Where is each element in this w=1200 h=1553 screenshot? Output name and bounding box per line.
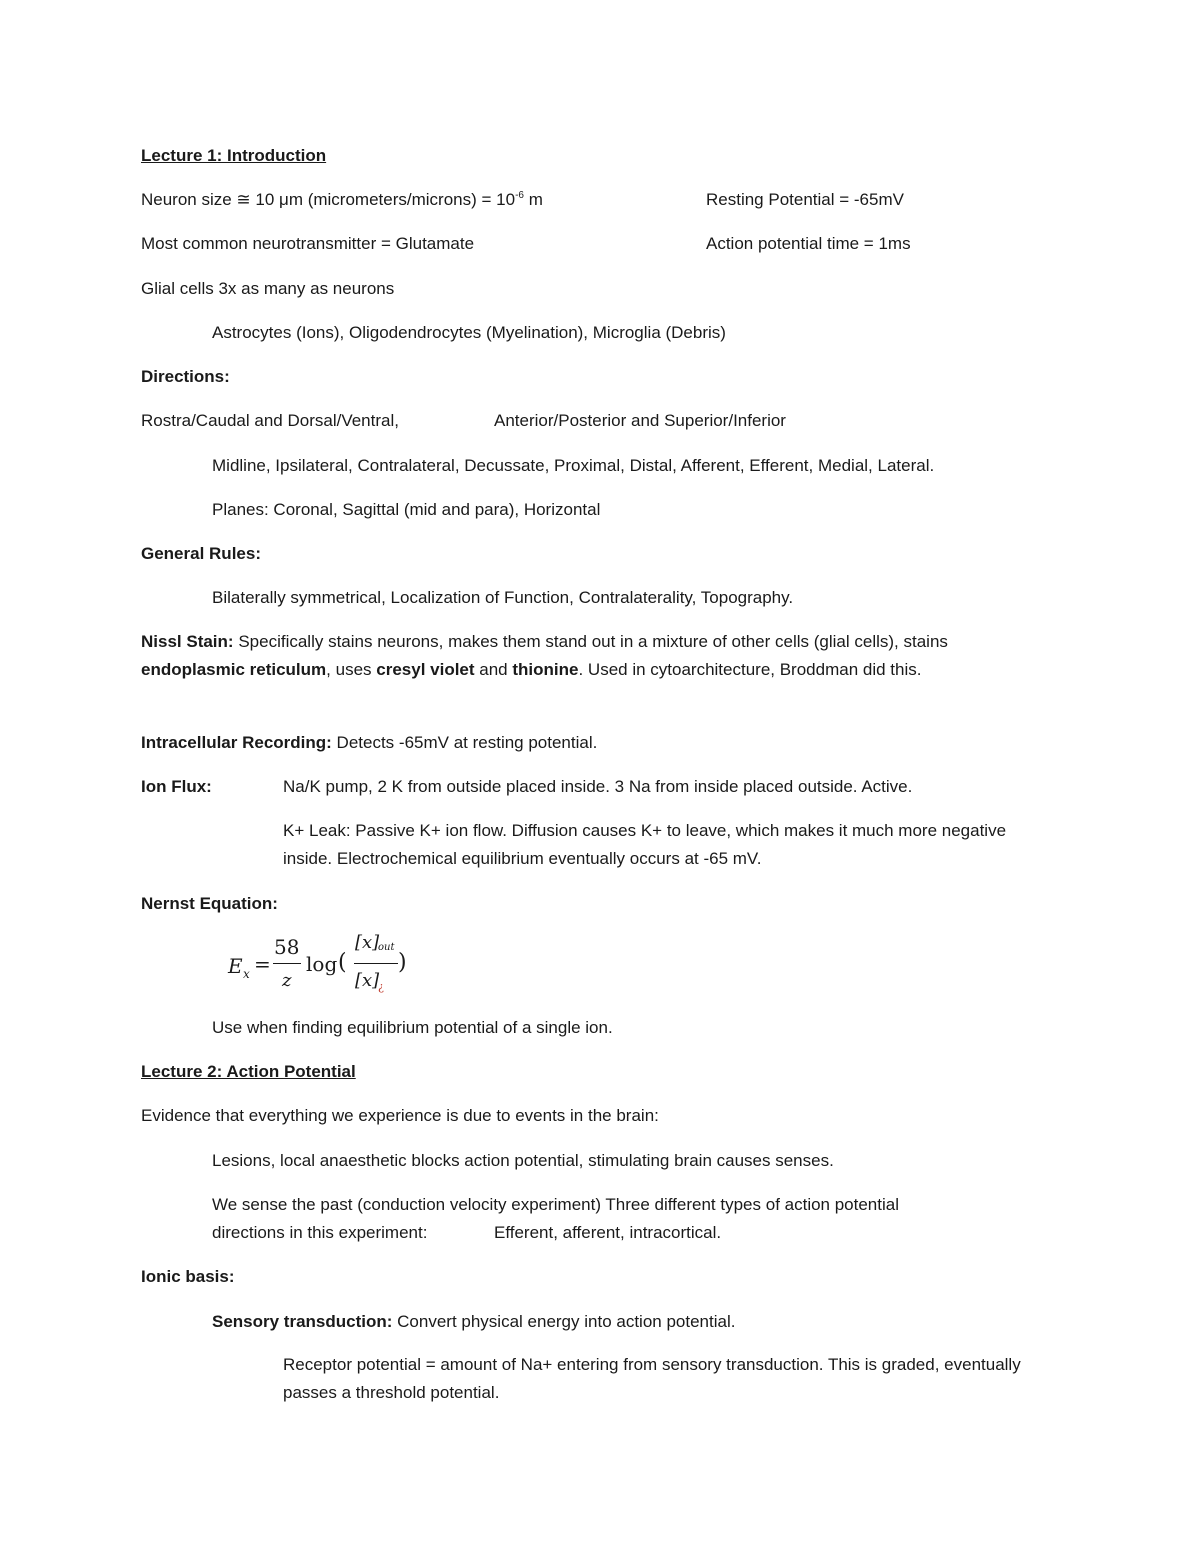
eq-inner-bar	[354, 963, 398, 964]
directions-line-2: Midline, Ipsilateral, Contralateral, Decussate, Proximal, Distal, Afferent, Efferent, Medial, Lateral.	[212, 456, 935, 475]
directions-line-1b: Anterior/Posterior and Superior/Inferior	[494, 411, 786, 430]
eq-top-sub: out	[378, 942, 395, 953]
eq-bottom-conc: [x]	[355, 970, 380, 991]
general-rules-heading: General Rules:	[141, 544, 261, 563]
glial-cells-line: Glial cells 3x as many as neurons	[141, 279, 395, 298]
nissl-stain-paragraph: Nissl Stain: Specifically stains neurons, makes them stand out in a mixture of other cells (glial cells), stains endoplasmic reticulum, uses cresyl violet and thionine. Used in cytoarchitecture, Broddman did this.	[141, 632, 948, 679]
nernst-use-line: Use when finding equilibrium potential of a single ion.	[212, 1018, 613, 1037]
planes-line: Planes: Coronal, Sagittal (mid and para), Horizontal	[212, 500, 601, 519]
resting-potential: Resting Potential = -65mV	[706, 190, 904, 209]
sense-past-line-2a: directions in this experiment:	[212, 1223, 428, 1242]
eq-fraction-bar	[273, 963, 301, 964]
nernst-equation	[228, 930, 418, 1000]
sense-past-line-1: We sense the past (conduction velocity experiment) Three different types of action potential	[212, 1195, 899, 1214]
general-rules-line: Bilaterally symmetrical, Localization of Function, Contralaterality, Topography.	[212, 588, 794, 607]
neuron-size-line: Neuron size ≅ 10 μm (micrometers/microns) = $10^{-6}$ m	[141, 190, 543, 209]
eq-top-conc: [x]	[355, 932, 380, 953]
eq-sub-x: x	[243, 967, 250, 981]
directions-heading: Directions:	[141, 367, 230, 386]
sensory-transduction-line: Sensory transduction: Convert physical energy into action potential.	[212, 1312, 736, 1331]
ion-flux-label: Ion Flux:	[141, 777, 212, 796]
neurotransmitter-line: Most common neurotransmitter = Glutamate	[141, 234, 475, 253]
intracellular-recording-line: Intracellular Recording: Detects -65mV at resting potential.	[141, 733, 598, 752]
eq-denominator: z	[282, 970, 292, 991]
lecture-2-title: Lecture 2: Action Potential	[141, 1062, 356, 1081]
eq-e: E	[228, 954, 243, 978]
ion-flux-pump-line: Na/K pump, 2 K from outside placed inside. 3 Na from inside placed outside. Active.	[283, 777, 913, 796]
lecture-1-title: Lecture 1: Introduction	[141, 146, 327, 165]
eq-right-paren: )	[398, 950, 407, 975]
directions-line-1a: Rostra/Caudal and Dorsal/Ventral,	[141, 411, 399, 430]
ion-flux-leak-paragraph: K+ Leak: Passive K+ ion flow. Diffusion causes K+ to leave, which makes it much more negative inside. Electrochemical equilibrium eventually occurs at -65 mV.	[283, 821, 1007, 868]
ionic-basis-heading: Ionic basis:	[141, 1267, 235, 1286]
nernst-heading: Nernst Equation:	[141, 894, 278, 913]
action-potential-time: Action potential time = 1ms	[706, 234, 911, 253]
eq-log: log	[306, 952, 338, 976]
eq-bottom-sub: ¿	[378, 980, 384, 993]
lesions-line: Lesions, local anaesthetic blocks action potential, stimulating brain causes senses.	[212, 1151, 834, 1170]
eq-left-paren: (	[338, 950, 347, 975]
receptor-potential-paragraph: Receptor potential = amount of Na+ entering from sensory transduction. This is graded, eventually passes a threshold potential.	[283, 1355, 1021, 1402]
evidence-line: Evidence that everything we experience is due to events in the brain:	[141, 1106, 659, 1125]
eq-numerator: 58	[274, 935, 300, 959]
sense-past-line-2b: Efferent, afferent, intracortical.	[494, 1223, 722, 1242]
glial-types-line: Astrocytes (Ions), Oligodendrocytes (Myelination), Microglia (Debris)	[212, 323, 726, 342]
eq-equals: =	[254, 952, 271, 976]
